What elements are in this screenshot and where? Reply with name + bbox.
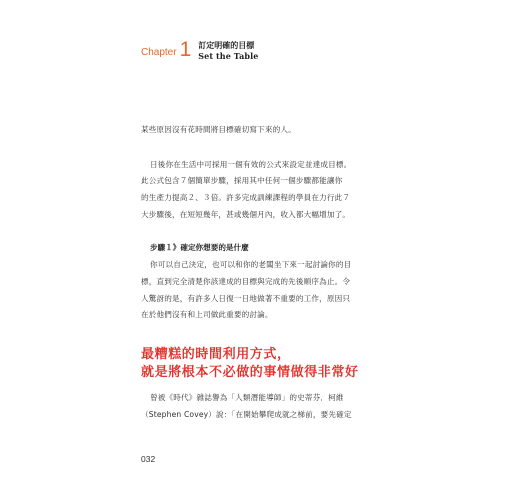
text-line: 曾被《時代》雜誌譽為「人類潛能導師」的史蒂芬．柯維 — [150, 393, 344, 402]
highlight-line-2: 就是將根本不必做的事情做得非常好 — [141, 365, 359, 380]
text-line: 的生產力提高２、３倍。許多完成訓練課程的學員在力行此７ — [141, 193, 351, 202]
text-line: 某些原因沒有花時間將目標確切寫下來的人。 — [141, 125, 296, 134]
text-line: 人驚訝的是，有許多人日復一日地做著不重要的工作，原因只 — [141, 294, 351, 303]
page-number: 032 — [141, 454, 156, 464]
text-line: 大步驟後，在短短幾年，甚或幾個月內，收入都大幅增加了。 — [141, 210, 351, 219]
chapter-number: 1 — [179, 38, 192, 61]
chapter-title-english: Set the Table — [198, 51, 259, 61]
highlight-line-1: 最糟糕的時間利用方式， — [141, 347, 291, 362]
text-line: 日後你在生活中可採用一個有效的公式來設定並達成目標。 — [150, 160, 352, 169]
chapter-title-chinese: 訂定明確的目標 — [198, 40, 255, 50]
text-line: （Stephen Covey）說：「在開始攀爬成就之梯前，要先確定 — [141, 410, 352, 419]
text-line: 標，直到完全清楚你該達成的目標與完成的先後順序為止。令 — [141, 277, 351, 286]
chapter-header — [141, 40, 258, 68]
chapter-label: Chapter — [141, 47, 177, 58]
text-line: 在於他們沒有和上司做此重要的討論。 — [141, 310, 273, 319]
text-line: 此公式包含７個簡單步驟，採用其中任何一個步驟都能讓你 — [141, 176, 343, 185]
step-1-heading: 步驟１》確定你想要的是什麼 — [150, 243, 249, 252]
text-line: 你可以自己決定，也可以和你的老闆坐下來一起討論你的目 — [150, 260, 352, 269]
chapter-titles — [198, 40, 258, 62]
